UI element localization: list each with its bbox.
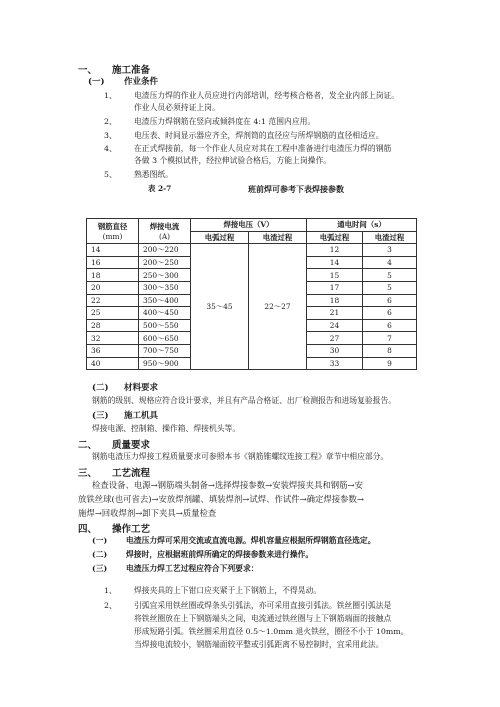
cell-time-slag: 7 <box>363 332 417 345</box>
cell-time-arc: 15 <box>307 269 363 282</box>
condition-5-line-1: 熟悉图纸。 <box>134 170 173 179</box>
cell-voltage-slag: 22～27 <box>249 244 307 370</box>
cell-diameter: 36 <box>87 344 139 357</box>
cell-diameter: 18 <box>87 269 139 282</box>
process-step-2-line-4: 当焊接电流较小，钢筋端面较平整或引弧距离不易控制时，宜采用此法。 <box>134 640 384 649</box>
section-2-title: 质量要求 <box>112 440 151 451</box>
cell-time-arc: 12 <box>307 244 363 257</box>
operation-item-1-text: 电渣压力焊可采用交流或直流电源。焊机容量应根据所焊钢筋直径选定。 <box>126 536 376 545</box>
cell-time-arc: 18 <box>307 294 363 307</box>
header-diameter-unit: (mm) <box>102 232 123 242</box>
header-current-label: 焊接电流 <box>149 222 180 232</box>
process-step-2-line-3: 形成短路引弧。铁丝圈采用直径 0.5～1.0mm 退火铁丝，圈径不小于 10mm。 <box>134 627 409 636</box>
condition-1-line-1: 电渣压力焊的作业人员应进行内部培训，经考核合格者，发全业内部上岗证。 <box>134 91 400 100</box>
header-voltage-slag: 电渣过程 <box>249 231 307 244</box>
section-4-number: 四、 <box>78 524 98 535</box>
tools-text: 焊接电源、控制箱、操作箱、焊接机头等。 <box>92 424 241 433</box>
subsection-1-3-title: 施工机具 <box>124 411 159 421</box>
condition-1-line-2: 作业人员必须持证上岗。 <box>134 103 220 112</box>
header-diameter <box>87 219 139 244</box>
cell-time-slag: 5 <box>363 281 417 294</box>
header-time: 通电时间（s） <box>307 219 417 232</box>
cell-time-slag: 6 <box>363 319 417 332</box>
cell-time-slag: 4 <box>363 256 417 269</box>
header-voltage: 焊接电压（V） <box>191 219 307 232</box>
operation-item-3-number: (三) <box>92 564 108 573</box>
header-current <box>139 219 191 244</box>
process-step-2-number: 2、 <box>104 601 117 610</box>
cell-diameter: 14 <box>87 244 139 257</box>
condition-2-line-1: 电渣压力焊钢筋在竖向或倾斜度在 4:1 范围内应用。 <box>134 117 316 126</box>
process-step-2-line-2: 将铁丝圈放在上下钢筋端头之间，电流通过铁丝圈与上下钢筋端面的接触点 <box>134 614 392 623</box>
cell-diameter: 28 <box>87 319 139 332</box>
process-flow-line-1: 检查设备、电源→钢筋端头制备→选择焊接参数→安装焊接夹具和钢筋→安 <box>92 480 363 490</box>
materials-text: 钢筋的级别、规格应符合设计要求，并且有产品合格证、出厂检测报告和进场复验报告。 <box>92 396 397 405</box>
condition-1-number: 1、 <box>104 91 117 100</box>
cell-voltage-arc: 35～45 <box>191 244 249 370</box>
section-3-number: 三、 <box>78 468 98 479</box>
cell-current: 700～750 <box>139 344 191 357</box>
condition-4-number: 4、 <box>104 144 117 153</box>
header-voltage-arc: 电弧过程 <box>191 231 249 244</box>
cell-diameter: 40 <box>87 357 139 370</box>
header-time-slag: 电渣过程 <box>363 231 417 244</box>
section-2-number: 二、 <box>78 440 98 451</box>
table-title: 班前焊可参考下表焊接参数 <box>248 184 344 194</box>
cell-current: 350～400 <box>139 294 191 307</box>
cell-time-slag: 9 <box>363 357 417 370</box>
subsection-1-3-number: (三) <box>92 411 109 421</box>
condition-5-number: 5、 <box>104 170 117 179</box>
subsection-1-1-title: 作业条件 <box>124 77 159 87</box>
cell-time-arc: 24 <box>307 319 363 332</box>
cell-current: 950～900 <box>139 357 191 370</box>
section-3-title: 工艺流程 <box>112 468 151 479</box>
cell-time-slag: 6 <box>363 294 417 307</box>
cell-time-slag: 6 <box>363 307 417 320</box>
cell-time-arc: 17 <box>307 281 363 294</box>
cell-time-slag: 8 <box>363 344 417 357</box>
cell-current: 300～350 <box>139 281 191 294</box>
cell-current: 200～250 <box>139 256 191 269</box>
cell-diameter: 32 <box>87 332 139 345</box>
cell-current: 200～220 <box>139 244 191 257</box>
table-number: 表 2-7 <box>148 184 172 193</box>
operation-item-2-number: (二) <box>92 550 108 559</box>
header-time-arc: 电弧过程 <box>307 231 363 244</box>
cell-time-slag: 5 <box>363 269 417 282</box>
subsection-1-2-title: 材料要求 <box>124 383 159 393</box>
section-4-title: 操作工艺 <box>112 524 151 535</box>
process-step-2-line-1: 引弧宜采用铁丝圈或焊条头引弧法，亦可采用直接引弧法。铁丝圈引弧法是 <box>134 601 392 610</box>
section-1-number: 一、 <box>78 65 98 76</box>
cell-current: 250～300 <box>139 269 191 282</box>
cell-diameter: 25 <box>87 307 139 320</box>
cell-current: 600～650 <box>139 332 191 345</box>
condition-4-line-2: 各做 3 个模拟试件，经拉伸试验合格后，方能上岗操作。 <box>134 156 332 165</box>
cell-diameter: 22 <box>87 294 139 307</box>
header-diameter-label: 钢筋直径 <box>97 222 128 232</box>
cell-current: 400～450 <box>139 307 191 320</box>
operation-item-3-text: 电渣压力焊工艺过程应符合下列要求： <box>126 564 259 573</box>
quality-text: 钢筋电渣压力焊接工程质量要求可参照本书《钢筋锥螺纹连接工程》章节中相应部分。 <box>92 452 389 461</box>
operation-item-2-text: 焊接时，应根据班前焊所确定的焊接参数来进行操作。 <box>126 550 314 559</box>
cell-time-arc: 33 <box>307 357 363 370</box>
process-flow-line-2: 放铁丝球(也可省去)→安放焊剂罐、填装焊剂→试焊、作试件→确定焊接参数→ <box>78 494 364 504</box>
cell-diameter: 20 <box>87 281 139 294</box>
welding-parameters-table <box>86 218 417 370</box>
process-step-1-number: 1、 <box>104 586 117 595</box>
cell-time-arc: 27 <box>307 332 363 345</box>
cell-time-arc: 14 <box>307 256 363 269</box>
subsection-1-2-number: (二) <box>92 383 109 393</box>
table-row <box>87 244 417 257</box>
condition-2-number: 2、 <box>104 117 117 126</box>
cell-time-arc: 21 <box>307 307 363 320</box>
condition-3-number: 3、 <box>104 131 117 140</box>
process-step-1-line-1: 焊接夹具的上下钳口应夹紧于上下钢筋上，不得晃动。 <box>134 586 322 595</box>
condition-4-line-1: 在正式焊接前，每一个作业人员应对其在工程中准备进行电渣压力焊的钢筋 <box>134 144 392 153</box>
header-current-unit: (A) <box>158 232 171 242</box>
condition-3-line-1: 电压表、时间显示器应齐全，焊剂筒的直径应与所焊钢筋的直径相适应。 <box>134 131 384 140</box>
cell-time-arc: 30 <box>307 344 363 357</box>
operation-item-1-number: (一) <box>92 536 108 545</box>
cell-time-slag: 3 <box>363 244 417 257</box>
cell-current: 500～550 <box>139 319 191 332</box>
process-flow-line-3: 施焊→回收焊剂→卸下夹具→质量检查 <box>78 508 217 518</box>
section-1-title: 施工准备 <box>112 65 151 76</box>
cell-diameter: 16 <box>87 256 139 269</box>
subsection-1-1-number: (一) <box>88 77 105 87</box>
